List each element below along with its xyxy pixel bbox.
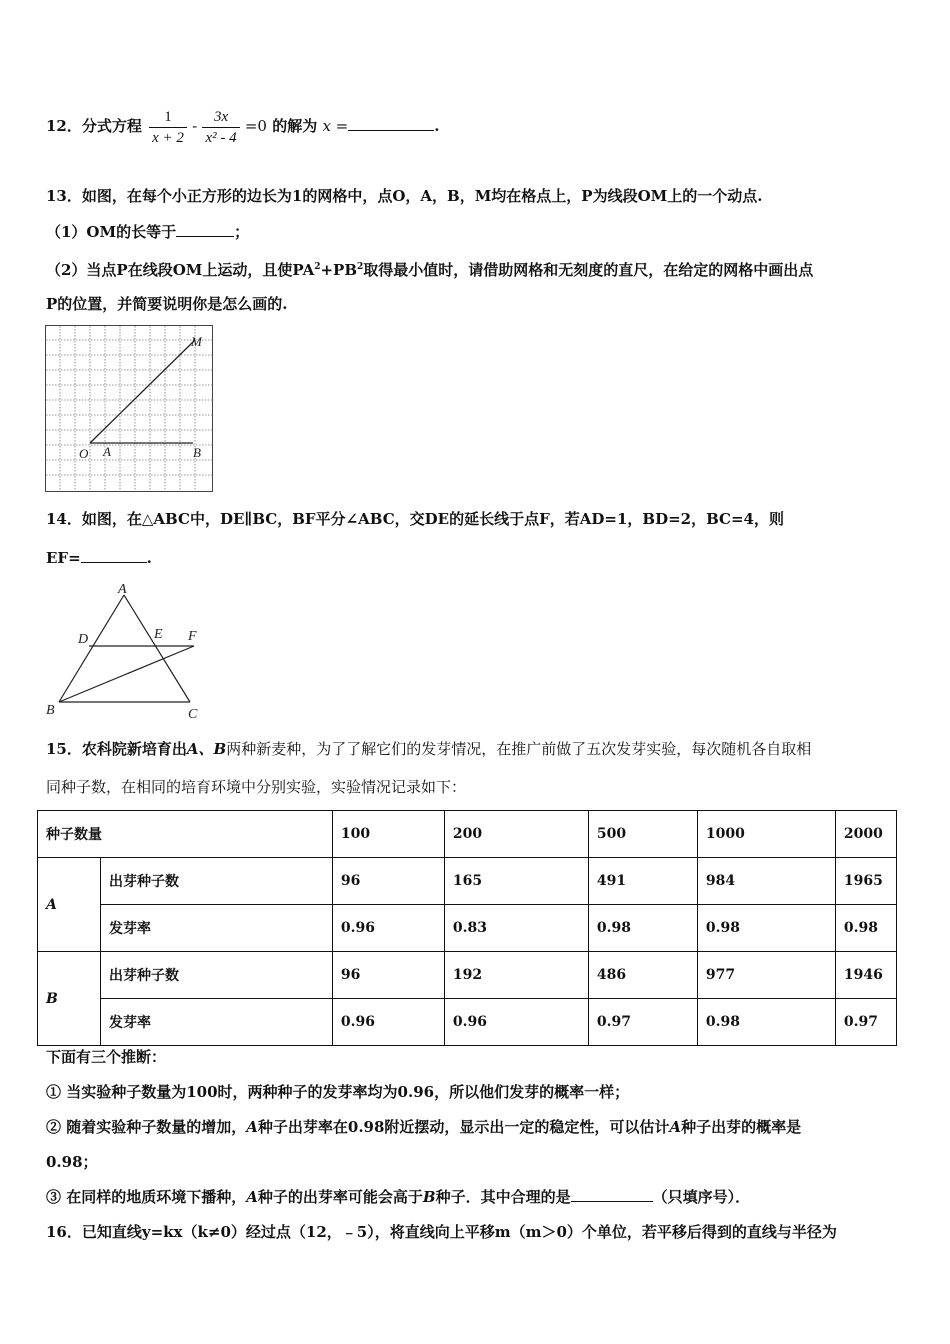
q12-frac1-denominator: x + 2 xyxy=(152,129,184,146)
inf3-text-b: 种子的出芽率可能会高于 xyxy=(257,1188,423,1206)
q12-answer-blank[interactable] xyxy=(348,116,434,131)
table-cell: 192 xyxy=(444,952,588,999)
q13-line-3 xyxy=(46,257,813,280)
q13-line-1: 13．如图，在每个小正方形的边长为1的网格中，点O，A，B，M均在格点上，P为线段OM上的一个动点. xyxy=(46,187,763,205)
q12-fraction-2 xyxy=(202,107,239,148)
q12-fraction-1 xyxy=(149,107,187,148)
label-O: O xyxy=(79,446,89,461)
q12-frac1-numerator: 1 xyxy=(149,107,187,128)
table-cell: 0.96 xyxy=(332,905,444,952)
table-cell: 0.97 xyxy=(835,999,896,1046)
inf2-text-a: ② 随着实验种子数量的增加， xyxy=(46,1118,247,1136)
table-row xyxy=(38,952,897,999)
table-header-row xyxy=(38,811,897,858)
q12-frac2-denominator: x² - 4 xyxy=(205,129,237,146)
label-A: A xyxy=(118,582,127,597)
q13-line-4: P的位置，并简要说明你是怎么画的. xyxy=(46,295,288,313)
segment-BF xyxy=(59,646,194,702)
q15-inference-2 xyxy=(46,1117,801,1137)
label-B: B xyxy=(46,703,55,718)
q13-part1-text: （1）OM的长等于 xyxy=(46,223,177,241)
row-label: 出芽种子数 xyxy=(101,952,333,999)
table-cell: 0.96 xyxy=(332,999,444,1046)
label-E: E xyxy=(154,627,163,642)
q15-line-2: 同种子数，在相同的培育环境中分别实验，实验情况记录如下： xyxy=(46,778,467,796)
table-cell: 500 xyxy=(588,811,697,858)
inf3-text-a: ③ 在同样的地质环境下播种， xyxy=(46,1188,247,1206)
q15-inference-1: ① 当实验种子数量为100时，两种种子的发芽率均为0.96，所以他们发芽的概率一样； xyxy=(46,1083,630,1101)
group-label-B: B xyxy=(38,952,101,1046)
q12-suffix: 的解为 xyxy=(272,117,318,135)
inf3-text-d: （只填序号）． xyxy=(652,1188,751,1206)
q16-line-1: 16．已知直线y=kx（k≠0）经过点（12，﹣5），将直线向上平移m（m＞0）个单位，若平移后得到的直线与半径为 xyxy=(46,1223,837,1241)
table-row xyxy=(38,905,897,952)
table-cell: 486 xyxy=(588,952,697,999)
inf3-A: A xyxy=(246,1188,258,1206)
table-cell: 977 xyxy=(697,952,835,999)
table-cell: 0.97 xyxy=(588,999,697,1046)
label-A: A xyxy=(103,444,111,459)
q13-sup-1: 2 xyxy=(314,262,321,272)
q13-line-2 xyxy=(46,222,249,242)
q15-inference-2-cont: 0.98； xyxy=(46,1153,98,1171)
q12-equals: =0 xyxy=(244,117,267,135)
inf2-A2: A xyxy=(669,1118,682,1136)
q15-inference-intro: 下面有三个推断： xyxy=(46,1048,167,1066)
group-label-A: A xyxy=(38,858,101,952)
side-AB xyxy=(59,595,124,702)
q14-answer-blank[interactable] xyxy=(81,548,147,563)
table-cell: 96 xyxy=(332,858,444,905)
q15-intro-a: 15．农科院新培育出 xyxy=(46,740,187,758)
table-cell: 1946 xyxy=(835,952,896,999)
q13-part2-text-a: （2）当点P在线段OM上运动，且使PA xyxy=(46,261,315,279)
q14-line-2 xyxy=(46,548,152,568)
q13-part2-text-c: 取得最小值时，请借助网格和无刻度的直尺，在给定的网格中画出点 xyxy=(363,261,814,279)
q12-prefix: 分式方程 xyxy=(81,117,142,135)
row-label: 出芽种子数 xyxy=(101,858,333,905)
question-12 xyxy=(46,101,439,151)
q15-intro-ab: A、B xyxy=(186,740,227,758)
q12-x-equals: x = xyxy=(322,117,349,135)
label-B: B xyxy=(193,445,201,460)
germination-table xyxy=(37,810,897,1046)
q14-ef-label: EF= xyxy=(46,549,81,567)
q12-end: . xyxy=(434,117,440,135)
label-M: M xyxy=(191,334,202,349)
q12-frac2-numerator: 3x xyxy=(202,107,239,128)
q12-number: 12． xyxy=(46,117,82,135)
inf3-text-c: 种子．其中合理的是 xyxy=(435,1188,571,1206)
side-AC xyxy=(124,595,190,702)
table-cell: 0.96 xyxy=(444,999,588,1046)
inf2-text-c: 种子出芽的概率是 xyxy=(681,1118,802,1136)
q12-minus: - xyxy=(192,117,198,135)
q13-grid-figure[interactable] xyxy=(45,325,213,492)
table-row xyxy=(38,858,897,905)
table-cell: 0.98 xyxy=(588,905,697,952)
q13-part1-end: ； xyxy=(234,223,250,241)
table-cell: 100 xyxy=(332,811,444,858)
table-cell: 200 xyxy=(444,811,588,858)
q14-end: . xyxy=(146,549,152,567)
table-cell: 491 xyxy=(588,858,697,905)
inf2-text-b: 种子出芽率在0.98附近摆动，显示出一定的稳定性，可以估计 xyxy=(257,1118,670,1136)
label-C: C xyxy=(188,707,198,722)
q14-line-1: 14．如图，在△ABC中，DE∥BC，BF平分∠ABC，交DE的延长线于点F，若AD=1，BD=2，BC=4，则 xyxy=(46,510,784,528)
q13-part1-blank[interactable] xyxy=(176,222,234,237)
q13-sup-2: 2 xyxy=(357,262,364,272)
table-cell: 96 xyxy=(332,952,444,999)
q15-inference-3 xyxy=(46,1187,750,1207)
grid-border xyxy=(46,326,213,492)
table-cell: 984 xyxy=(697,858,835,905)
row-label: 发芽率 xyxy=(101,999,333,1046)
table-header-label: 种子数量 xyxy=(38,811,333,858)
q15-line-1 xyxy=(46,739,811,759)
table-cell: 2000 xyxy=(835,811,896,858)
table-cell: 0.83 xyxy=(444,905,588,952)
table-cell: 165 xyxy=(444,858,588,905)
inf3-B: B xyxy=(422,1188,436,1206)
inf2-A: A xyxy=(246,1118,258,1136)
q15-answer-blank[interactable] xyxy=(571,1187,653,1202)
q13-part2-text-b: +PB xyxy=(320,261,358,279)
row-label: 发芽率 xyxy=(101,905,333,952)
label-F: F xyxy=(188,629,197,644)
label-D: D xyxy=(78,632,89,647)
q14-triangle-figure xyxy=(42,580,207,725)
q15-intro-rest: 两种新麦种，为了了解它们的发芽情况，在推广前做了五次发芽实验，每次随机各自取相 xyxy=(226,740,812,758)
table-cell: 0.98 xyxy=(835,905,896,952)
table-cell: 0.98 xyxy=(697,905,835,952)
table-cell: 0.98 xyxy=(697,999,835,1046)
table-cell: 1000 xyxy=(697,811,835,858)
table-row xyxy=(38,999,897,1046)
table-cell: 1965 xyxy=(835,858,896,905)
